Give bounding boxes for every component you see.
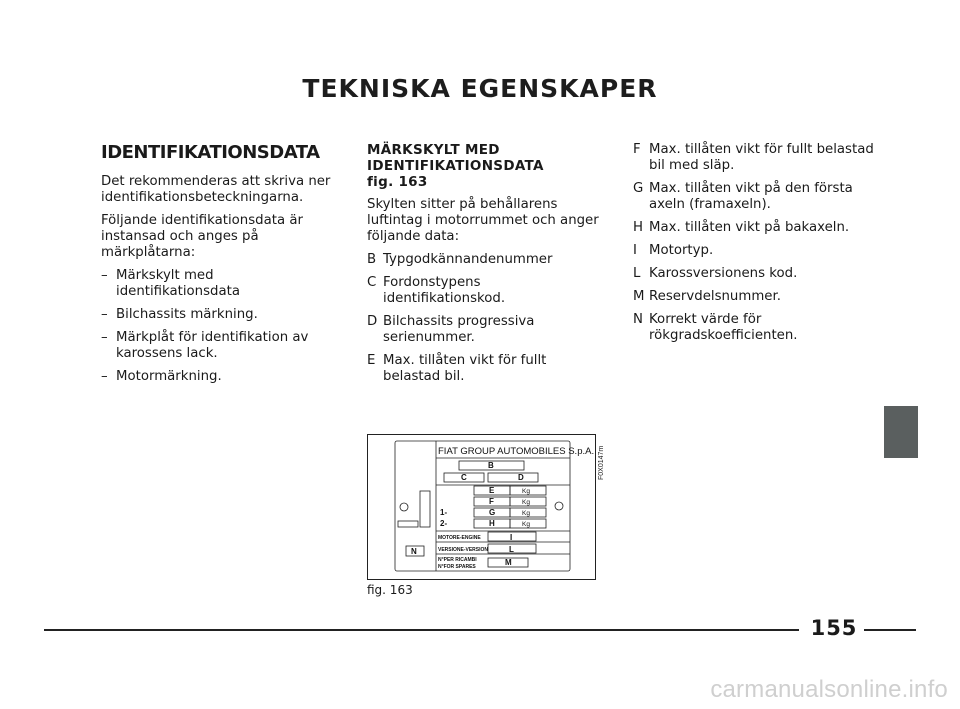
plate-field-f: F	[489, 497, 494, 506]
intro-paragraph-1: Det rekommenderas att skriva ner identifikationsbeteckningarna.	[101, 174, 331, 205]
list-item: D Bilchassits progressiva serienummer.	[367, 314, 535, 345]
chapter-thumb-tab	[884, 406, 918, 458]
identification-section	[101, 142, 336, 392]
plate-field-n: N	[411, 547, 417, 556]
plate-field-m: M	[505, 558, 512, 567]
footer-rule	[864, 629, 916, 631]
plate-intro: Skylten sitter på behållarens luftintag i motorrummet och anger följande data:	[367, 197, 599, 244]
section-heading: IDENTIFIKATIONSDATA	[101, 142, 320, 163]
plate-field-l: L	[509, 545, 514, 554]
plate-field-i: I	[510, 533, 513, 542]
footer-rule	[44, 629, 799, 631]
list-item: M Reservdelsnummer.	[633, 289, 781, 304]
plate-items-list-1	[367, 252, 602, 385]
watermark: carmanualsonline.info	[710, 676, 948, 703]
list-item: B Typgodkännandenummer	[367, 252, 553, 267]
list-item: F Max. tillåten vikt för fullt belastad bil med släp.	[633, 142, 874, 173]
plate-field-c: C	[461, 473, 467, 482]
plate-section-continued	[633, 142, 878, 351]
plate-kg-label: Kg	[522, 499, 530, 506]
plate-section	[367, 142, 602, 392]
plate-kg-label: Kg	[522, 510, 530, 517]
plate-spares-label-1: N°PER RICAMBI	[438, 557, 477, 563]
identification-list	[101, 268, 336, 385]
list-item: – Märkskylt med identifikationsdata	[101, 268, 240, 299]
list-item: E Max. tillåten vikt för fullt belastad bil.	[367, 353, 547, 384]
list-item: – Märkplåt för identifikation av karossens lack.	[101, 330, 309, 361]
page-number: 155	[810, 616, 858, 640]
plate-field-h: H	[489, 519, 495, 528]
plate-spares-label-2: N°FOR SPARES	[438, 564, 476, 570]
list-item: L Karossversionens kod.	[633, 266, 798, 281]
plate-field-e: E	[489, 486, 495, 495]
list-item: I Motortyp.	[633, 243, 714, 258]
plate-illustration	[368, 435, 594, 578]
list-item: H Max. tillåten vikt på bakaxeln.	[633, 220, 850, 235]
plate-engine-label: MOTORE-ENGINE	[438, 535, 481, 541]
identification-plate-figure	[367, 434, 596, 580]
figure-caption: fig. 163	[367, 583, 413, 597]
plate-field-g: G	[489, 508, 496, 517]
svg-text:F0X0147m: F0X0147m	[598, 445, 605, 480]
list-item: N Korrekt värde för rökgradskoefficienten.	[633, 312, 798, 343]
plate-kg-label: Kg	[522, 521, 530, 528]
plate-version-label: VERSIONE-VERSION	[438, 547, 489, 553]
plate-field-b: B	[488, 461, 494, 470]
plate-axle-2: 2-	[440, 519, 448, 528]
plate-heading: MÄRKSKYLT MED IDENTIFIKATIONSDATA fig. 163	[367, 142, 544, 190]
plate-items-list-2	[633, 142, 878, 344]
figure-code	[593, 432, 607, 482]
intro-paragraph-2: Följande identifikationsdata är instansad och anges på märkplåtarna:	[101, 213, 303, 260]
list-item: – Bilchassits märkning.	[101, 307, 258, 322]
plate-brand-text: FIAT GROUP AUTOMOBILES S.p.A.	[438, 446, 594, 457]
chapter-title: TEKNISKA EGENSKAPER	[302, 74, 658, 103]
list-item: C Fordonstypens identifikationskod.	[367, 275, 506, 306]
list-item: – Motormärkning.	[101, 369, 222, 384]
plate-kg-label: Kg	[522, 488, 530, 495]
list-item: G Max. tillåten vikt på den första axeln (framaxeln).	[633, 181, 853, 212]
plate-field-d: D	[518, 473, 524, 482]
plate-axle-1: 1-	[440, 508, 448, 517]
